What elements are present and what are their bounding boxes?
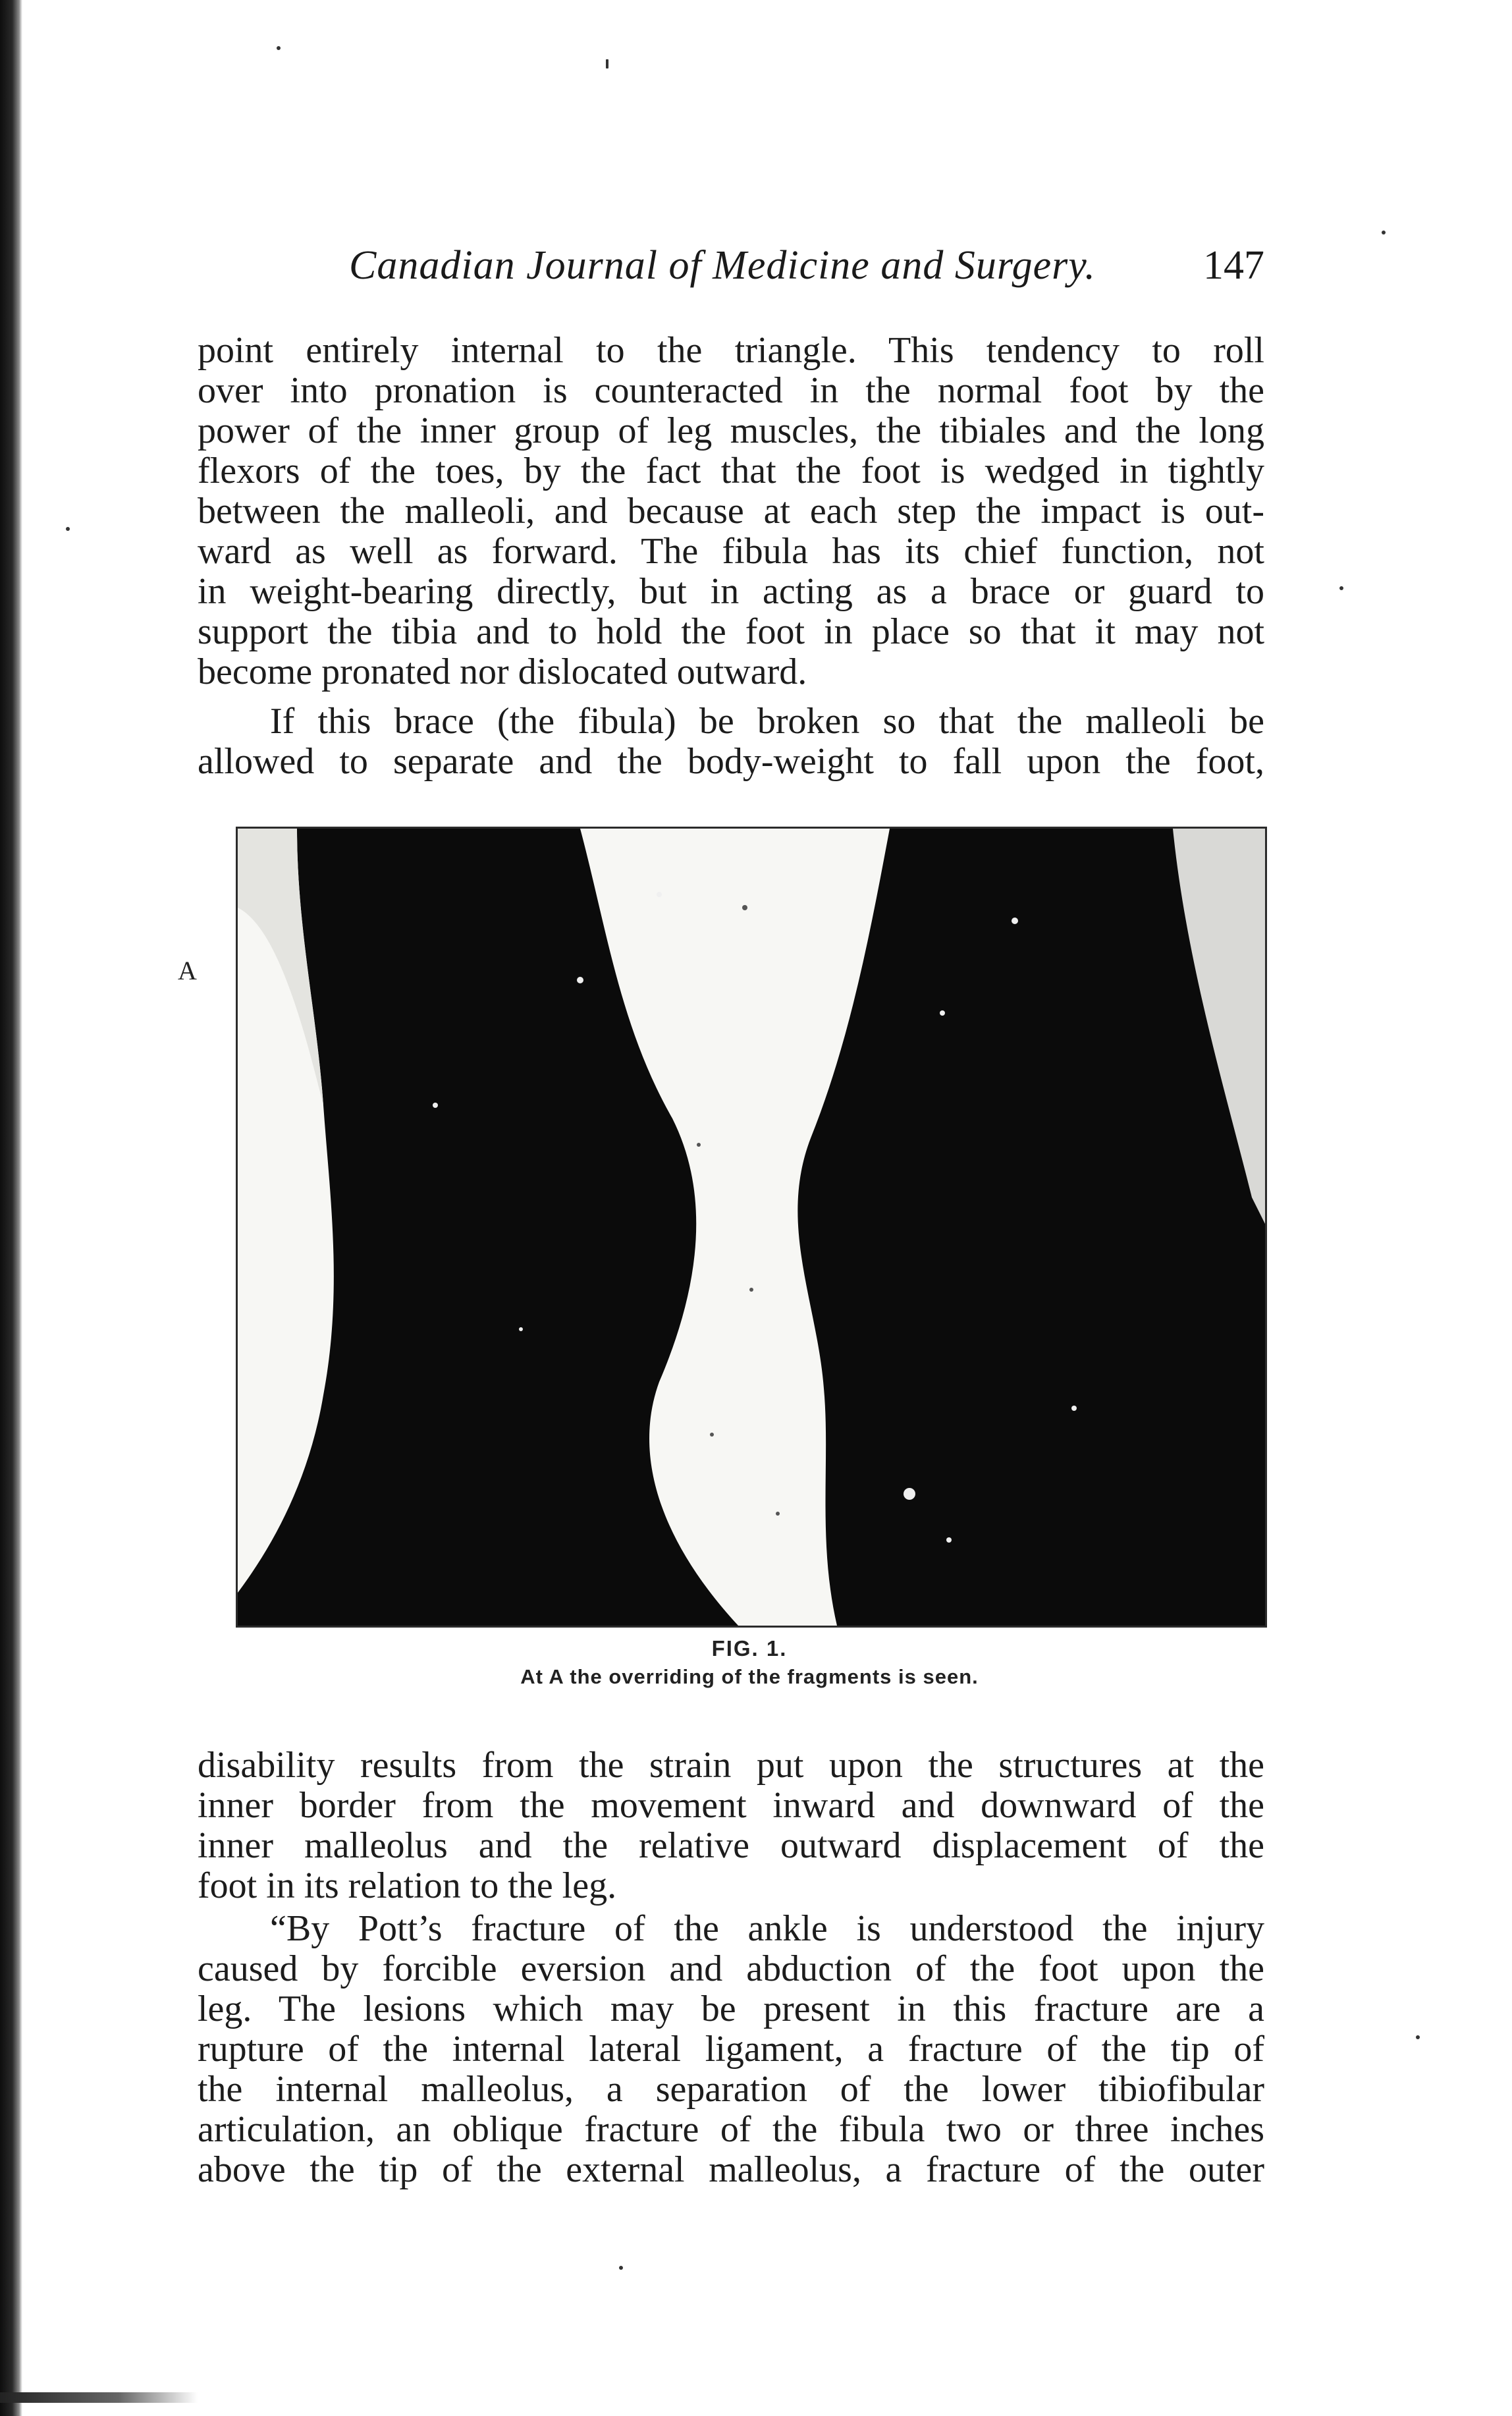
text-line: disability results from the strain put upon the structures at the [198, 1745, 1264, 1786]
text-line: between the malleoli, and because at each step the impact is out- [198, 491, 1264, 532]
speck [697, 1143, 701, 1147]
running-head [198, 242, 1264, 302]
scan-speck [1416, 2035, 1420, 2039]
figure-caption: At A the overriding of the fragments is seen. [520, 1665, 979, 1688]
speck [519, 1327, 523, 1331]
xray-figure [236, 827, 1267, 1628]
text-line: power of the inner group of leg muscles, the tibiales and the long [198, 410, 1264, 451]
page-number: 147 [1203, 243, 1264, 288]
scan-speck [277, 46, 281, 50]
paragraph-broken-brace [198, 701, 1264, 782]
text-line: inner border from the movement inward and downward of the [198, 1785, 1264, 1826]
scan-speck [1339, 586, 1343, 590]
text-line: in weight-bearing directly, but in acting as a brace or guard to [198, 571, 1264, 612]
text-line: articulation, an oblique fracture of the fibula two or three inches [198, 2109, 1264, 2150]
speck [1071, 1406, 1077, 1411]
scan-speck [1382, 231, 1386, 234]
text-line: ward as well as forward. The fibula has its chief function, not [198, 531, 1264, 572]
paragraph-fibula-function [198, 331, 1264, 692]
speck [577, 977, 583, 983]
journal-title: Canadian Journal of Medicine and Surgery. [349, 243, 1096, 288]
text-line: If this brace (the fibula) be broken so that the malleoli be [270, 701, 1264, 742]
scan-speck [66, 527, 70, 531]
text-line: above the tip of the external malleolus, a fracture of the outer [198, 2149, 1264, 2190]
speck [749, 1288, 753, 1292]
scan-speck [619, 2266, 623, 2270]
speck [742, 905, 747, 910]
text-line: the internal malleolus, a separation of the lower tibiofibular [198, 2069, 1264, 2110]
text-line: foot in its relation to the leg. [198, 1865, 617, 1906]
speck [433, 1103, 438, 1108]
speck [904, 1488, 915, 1500]
text-line: over into pronation is counteracted in the normal foot by the [198, 370, 1264, 411]
scan-binding-edge [0, 0, 22, 2416]
text-line: allowed to separate and the body-weight to fall upon the foot, [198, 741, 1264, 782]
text-line: caused by forcible eversion and abduction of the foot upon the [198, 1948, 1264, 1989]
figure-label: FIG. 1. [711, 1636, 788, 1661]
speck [1012, 918, 1018, 924]
paragraph-potts-fracture [198, 1909, 1264, 2190]
speck [940, 1010, 945, 1016]
text-line: become pronated nor dislocated outward. [198, 651, 807, 692]
speck [946, 1537, 952, 1543]
text-line: point entirely internal to the triangle. This tendency to roll [198, 330, 1264, 371]
text-line: “By Pott’s fracture of the ankle is understood the injury [270, 1908, 1264, 1949]
speck [710, 1433, 714, 1437]
text-line: rupture of the internal lateral ligament, a fracture of the tip of [198, 2029, 1264, 2070]
scan-binding-shadow [0, 2392, 198, 2403]
scan-speck [606, 59, 608, 69]
text-line: support the tibia and to hold the foot in place so that it may not [198, 611, 1264, 652]
speck [657, 892, 662, 897]
xray-image [238, 829, 1265, 1626]
paragraph-disability [198, 1745, 1264, 1906]
text-line: leg. The lesions which may be present in this fracture are a [198, 1989, 1264, 2029]
text-line: flexors of the toes, by the fact that the foot is wedged in tightly [198, 451, 1264, 491]
text-line: inner malleolus and the relative outward displacement of the [198, 1825, 1264, 1866]
figure-marker-a: A [178, 956, 197, 985]
speck [776, 1512, 780, 1516]
